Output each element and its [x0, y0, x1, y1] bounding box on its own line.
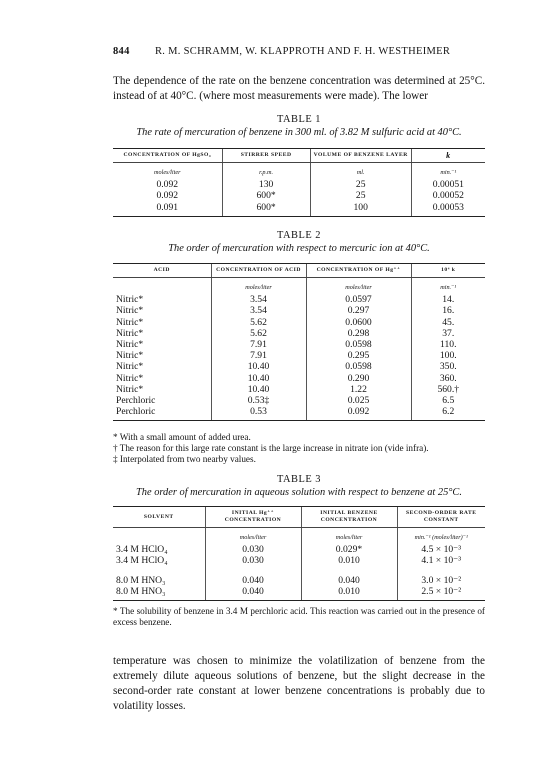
intro-paragraph: The dependence of the rate on the benzene concentration was determined at 25°C. instead of at 40°C. (where most measurements were made). The lower: [113, 75, 485, 102]
table-row: [113, 317, 485, 328]
table-cell: 0.295: [306, 350, 411, 361]
table-row: [113, 190, 485, 201]
table-cell: 1.22: [306, 384, 411, 395]
unit-label: moles/liter: [154, 169, 181, 176]
table-cell: 6.5: [411, 395, 485, 406]
table-row: [113, 586, 485, 601]
unit-label: moles/liter: [211, 278, 306, 295]
unit-label: min.⁻¹: [411, 163, 485, 180]
table-cell: Nitric*: [116, 316, 144, 328]
table-cell: 7.91: [211, 350, 306, 361]
table-cell: 0.092: [156, 190, 179, 202]
page-number: 844: [113, 46, 130, 57]
table3-footnote: * The solubility of benzene in 3.4 M perchloric acid. This reaction was carried out in the presence of excess benzene.: [113, 606, 485, 627]
table-row: [113, 373, 485, 384]
table-cell: 25: [310, 190, 411, 201]
table-row: [113, 305, 485, 316]
unit-label: r.p.m.: [222, 163, 310, 180]
table-header-row: [113, 264, 485, 278]
table-row: [113, 339, 485, 350]
table-cell: 3.54: [211, 294, 306, 305]
table-cell: Perchloric: [116, 395, 156, 407]
column-header: ACID: [113, 264, 211, 278]
table-cell: Nitric*: [116, 361, 144, 373]
table-cell: 16.: [411, 305, 485, 316]
table-cell: 4.5 × 10⁻³: [397, 544, 485, 555]
unit-label: moles/liter: [301, 528, 397, 545]
units-row: [113, 278, 485, 295]
table-header-row: [113, 149, 485, 163]
table-row: [113, 179, 485, 190]
table-row: [113, 384, 485, 395]
table-cell: 14.: [411, 294, 485, 305]
table-cell: 0.53‡: [211, 395, 306, 406]
footnote: † The reason for this large rate constant is the large increase in nitrate ion (vide infra).: [113, 443, 429, 453]
column-header: INITIAL BENZENE CONCENTRATION: [301, 507, 397, 528]
table-cell: 3.54: [211, 305, 306, 316]
table-cell: 600*: [222, 202, 310, 217]
table-cell: 2.5 × 10⁻²: [397, 586, 485, 601]
table-cell: 0.040: [205, 586, 301, 601]
table-cell: 0.040: [205, 575, 301, 586]
column-header: CONCENTRATION OF ACID: [211, 264, 306, 278]
table-cell: 350.: [411, 361, 485, 372]
table2-footnotes: [113, 432, 485, 465]
table1-caption: [113, 114, 485, 138]
table-cell: 7.91: [211, 339, 306, 350]
table2: [113, 263, 485, 421]
table-cell: 10.40: [211, 384, 306, 395]
table-cell: Nitric*: [116, 305, 144, 317]
table3: [113, 506, 485, 601]
unit-label: moles/liter: [306, 278, 411, 295]
table-row: [113, 406, 485, 421]
table3-title: The order of mercuration in aqueous solution with respect to benzene at 25°C.: [136, 487, 462, 498]
table3-label: TABLE 3: [277, 474, 321, 485]
footnote: * With a small amount of added urea.: [113, 432, 251, 442]
table-cell: 0.00052: [411, 190, 485, 201]
table-cell: 0.00053: [411, 202, 485, 217]
table-cell: 3.4 M HClO₄: [116, 544, 168, 556]
column-header: CONCENTRATION OF Hg⁺⁺: [306, 264, 411, 278]
table-cell: 0.00051: [411, 179, 485, 190]
units-row: [113, 163, 485, 180]
table-cell: 0.0600: [306, 317, 411, 328]
table-spacer-row: [113, 567, 485, 575]
table-cell: 6.2: [411, 406, 485, 421]
table-row: [113, 544, 485, 555]
unit-label: moles/liter: [205, 528, 301, 545]
table-cell: 8.0 M HNO₃: [116, 574, 166, 586]
table-cell: Nitric*: [116, 383, 144, 395]
table-row: [113, 361, 485, 372]
table-cell: 0.025: [306, 395, 411, 406]
table-cell: 0.297: [306, 305, 411, 316]
table-cell: Perchloric: [113, 406, 211, 421]
table-cell: Nitric*: [116, 372, 144, 384]
table-cell: 0.030: [205, 544, 301, 555]
table-cell: 37.: [411, 328, 485, 339]
table-cell: 0.029*: [301, 544, 397, 555]
unit-label: min.⁻¹: [411, 278, 485, 295]
table-cell: 560.†: [411, 384, 485, 395]
unit-label: min.⁻¹ (moles/liter)⁻¹: [397, 528, 485, 545]
table-cell: Nitric*: [116, 350, 144, 362]
table-row: [113, 202, 485, 217]
table-cell: 100: [310, 202, 411, 217]
column-header: STIRRER SPEED: [222, 149, 310, 163]
table-cell: 5.62: [211, 317, 306, 328]
table-cell: 0.53: [211, 406, 306, 421]
unit-label: ml.: [310, 163, 411, 180]
table-cell: 0.040: [301, 575, 397, 586]
table-row: [113, 294, 485, 305]
table-cell: Nitric*: [116, 339, 144, 351]
table-cell: 100.: [411, 350, 485, 361]
table-cell: 3.4 M HClO₄: [116, 555, 168, 567]
table2-caption: [113, 230, 485, 254]
unit-label: [113, 528, 205, 545]
table-row: [113, 350, 485, 361]
table-cell: 10.40: [211, 373, 306, 384]
table-cell: 5.62: [211, 328, 306, 339]
column-header: CONCENTRATION OF HgSO₄: [113, 149, 222, 163]
table3-caption: [113, 474, 485, 498]
table-cell: 10.40: [211, 361, 306, 372]
table-cell: 0.091: [113, 202, 222, 217]
table2-label: TABLE 2: [277, 230, 321, 241]
table-cell: 0.030: [205, 555, 301, 566]
table1-title: The rate of mercuration of benzene in 300 ml. of 3.82 M sulfuric acid at 40°C.: [136, 127, 462, 138]
column-header: SECOND-ORDER RATE CONSTANT: [397, 507, 485, 528]
table-cell: 0.092: [156, 179, 179, 191]
table-cell: 0.0598: [306, 339, 411, 350]
table-cell: 0.0598: [306, 361, 411, 372]
column-header: 10⁴ k: [411, 264, 485, 278]
table-cell: 4.1 × 10⁻³: [397, 555, 485, 566]
footnote: ‡ Interpolated from two nearby values.: [113, 454, 256, 464]
table-cell: 600*: [222, 190, 310, 201]
table-cell: 0.010: [301, 555, 397, 566]
table-cell: Nitric*: [116, 294, 144, 306]
table-cell: 45.: [411, 317, 485, 328]
closing-paragraph: temperature was chosen to minimize the volatilization of benzene from the extremely dilute aqueous solutions of benzene, but the slight decrease in the second-order rate constant at lower benzene concentrations is probably due to volatility losses.: [113, 655, 485, 712]
table-cell: 0.092: [306, 406, 411, 421]
units-row: [113, 528, 485, 545]
table-header-row: [113, 507, 485, 528]
table-row: [113, 555, 485, 566]
table-cell: 25: [310, 179, 411, 190]
table-cell: 3.0 × 10⁻²: [397, 575, 485, 586]
column-header: VOLUME OF BENZENE LAYER: [310, 149, 411, 163]
table-cell: 0.0597: [306, 294, 411, 305]
table-row: [113, 328, 485, 339]
table-cell: 0.010: [301, 586, 397, 601]
table-cell: 0.298: [306, 328, 411, 339]
table-row: [113, 395, 485, 406]
table-cell: 0.290: [306, 373, 411, 384]
table-cell: 360.: [411, 373, 485, 384]
table-cell: 110.: [411, 339, 485, 350]
table-cell: 8.0 M HNO₃: [113, 586, 205, 601]
column-header: SOLVENT: [113, 507, 205, 528]
table-cell: 130: [222, 179, 310, 190]
unit-label: [113, 278, 211, 295]
table1-label: TABLE 1: [277, 114, 321, 125]
column-header: INITIAL Hg⁺⁺ CONCENTRATION: [205, 507, 301, 528]
table2-title: The order of mercuration with respect to mercuric ion at 40°C.: [168, 243, 430, 254]
column-header: k: [411, 149, 485, 163]
table-cell: Nitric*: [116, 327, 144, 339]
table1: [113, 148, 485, 217]
table-row: [113, 575, 485, 586]
running-header-authors: R. M. SCHRAMM, W. KLAPPROTH AND F. H. WESTHEIMER: [155, 46, 451, 57]
